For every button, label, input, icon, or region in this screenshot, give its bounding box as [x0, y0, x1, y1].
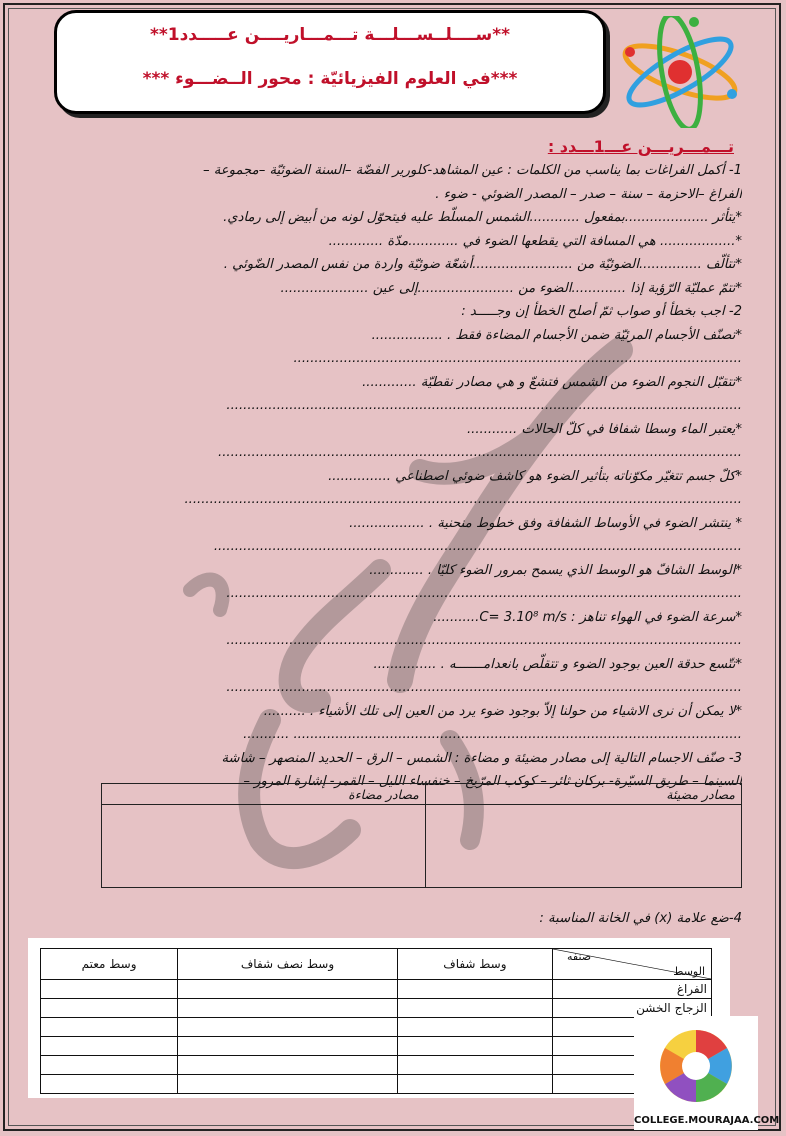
text-line: * ينتشر الضوء في الأوساط الشفافة وفق خطوط منحنية . ..................	[349, 515, 742, 531]
logo-wheel-icon	[634, 1016, 758, 1106]
check-cell[interactable]	[397, 980, 552, 999]
answer-line: ...........................................................................................................................	[226, 633, 742, 648]
atom-icon	[614, 16, 746, 128]
text-line: 2- اجب بخطأ أو صواب ثمّ أصلح الخطأ إن وجـــــد :	[461, 304, 742, 319]
answer-line: ...........................................................................................................................	[226, 398, 742, 413]
site-logo	[634, 1016, 780, 1130]
header-opaque: وسط معتم	[41, 949, 178, 980]
text-line: *سرعة الضوء في الهواء تناهز : C= 3.10⁸ m/s...........	[433, 609, 742, 625]
check-cell[interactable]	[397, 1018, 552, 1037]
diag-bottom-label: الوسط	[673, 965, 705, 978]
header-transparent: وسط شفاف	[397, 949, 552, 980]
subject-title: ***في العلوم الفيزيائيّة : محور الــضـــوء ***	[142, 69, 518, 89]
cell-illuminated[interactable]	[102, 805, 426, 888]
check-cell[interactable]	[41, 1037, 178, 1056]
sources-table	[101, 783, 742, 888]
check-cell[interactable]	[178, 980, 398, 999]
answer-line: ...........................................................................................................................	[226, 680, 742, 695]
text-line: *يعتبر الماء وسطا شفافا في كلّ الحالات ............	[466, 421, 742, 437]
diag-top-label: صنفه	[567, 950, 592, 963]
row-label: الفراغ	[553, 980, 712, 999]
text-line: *تتقبّل النجوم الضوء من الشمس فتشعّ و هي مصادر نقطيّة .............	[362, 374, 742, 390]
text-line: *لا يمكن أن نرى الاشياء من حولنا إلاّ بوجود ضوء يرد من العين إلى تلك الأشياء . ..........	[263, 703, 742, 719]
header-illuminated: مصادر مضاءة	[102, 784, 426, 805]
check-cell[interactable]	[397, 1037, 552, 1056]
series-title: **ســــلــســـلـــة تـــمـــاريــــن عـــــدد1**	[149, 25, 511, 45]
media-table	[40, 948, 712, 1094]
title-box	[54, 10, 606, 114]
check-cell[interactable]	[397, 1075, 552, 1094]
check-cell[interactable]	[178, 1056, 398, 1075]
header-translucent: وسط نصف شفاف	[178, 949, 398, 980]
question4-text: 4-ضع علامة (x) في الخانة المناسبة :	[539, 911, 742, 926]
check-cell[interactable]	[397, 1056, 552, 1075]
media-table-image	[28, 938, 730, 1098]
diagonal-header-cell	[553, 949, 712, 980]
check-cell[interactable]	[178, 999, 398, 1018]
header-luminous: مصادر مضيئة	[425, 784, 741, 805]
check-cell[interactable]	[41, 1075, 178, 1094]
check-cell[interactable]	[41, 999, 178, 1018]
answer-line: ...........................................................................................................................	[226, 586, 742, 601]
answer-line: .............................................................................................................................	[218, 445, 742, 460]
check-cell[interactable]	[41, 1018, 178, 1037]
check-cell[interactable]	[397, 999, 552, 1018]
logo-text: COLLEGE.MOURAJAA.COM	[634, 1115, 780, 1126]
text-line: *تتمّ عمليّة الرّؤية إذا .............الضوء من .......................إلى عين .....................	[280, 280, 742, 296]
check-cell[interactable]	[178, 1018, 398, 1037]
cell-luminous[interactable]	[425, 805, 741, 888]
text-line: *يتأثر ....................بمفعول ............الشمس المسلّط عليه فيتحوّل لونه من أبيض إلى رمادي.	[223, 210, 742, 225]
text-line: *الوسط الشافّ هو الوسط الذي يسمح بمرور الضوء كليّا . .............	[369, 562, 742, 578]
text-line: الفراغ –الاحزمة – سنة – صدر – المصدر الضوئي - ضوء .	[435, 186, 742, 202]
text-line: 1- أكمل الفراغات بما يناسب من الكلمات : عين المشاهد-كلورير الفضّة –السنة الضوئيّة –مجموعة –	[202, 163, 742, 178]
text-line: *تتّسع حدقة العين بوجود الضوء و تتقلّص بانعدامـــــــه . ...............	[373, 656, 742, 672]
check-cell[interactable]	[178, 1037, 398, 1056]
row-label: الزجاج الخشن	[553, 999, 712, 1018]
text-line: *تتألّف ...............الضوئيّة من ........................أشعّة ضوئيّة واردة من نفس المصدر الضّوئي .	[223, 257, 742, 272]
check-cell[interactable]	[41, 980, 178, 999]
exercise1-title: تـــمـــريـــن عـــ1ـــدد :	[547, 137, 734, 156]
text-line: *كلّ جسم تتغيّر مكوّناته بتأثير الضوء هو كاشف ضوئي اصطناعي ...............	[328, 468, 742, 484]
text-line: *تصنّف الأجسام المرئيّة ضمن الأجسام المضاءة فقط . .................	[371, 327, 742, 343]
check-cell[interactable]	[41, 1056, 178, 1075]
check-cell[interactable]	[178, 1075, 398, 1094]
answer-line: .....................................................................................................................................	[184, 492, 742, 507]
text-line: 3- صنّف الاجسام التالية إلى مصادر مضيئة و مضاءة : الشمس – الرق – الحديد المنصهر – شاشة	[221, 750, 742, 766]
text-line: *.................. هي المسافة التي يقطعها الضوء في ............مدّة .............	[328, 233, 742, 249]
answer-line: ..............................................................................................................................	[213, 539, 742, 554]
answer-line: ........................................................................................................... ...........	[243, 727, 742, 742]
exercise-content	[30, 159, 742, 794]
answer-line: ...........................................................................................................	[293, 351, 742, 366]
text-line: السينما – طريق السيّرة- بركان ثائر – كوكب المرّيخ – خنفساء الليل – القمر- إشارة المرور –	[243, 774, 742, 789]
